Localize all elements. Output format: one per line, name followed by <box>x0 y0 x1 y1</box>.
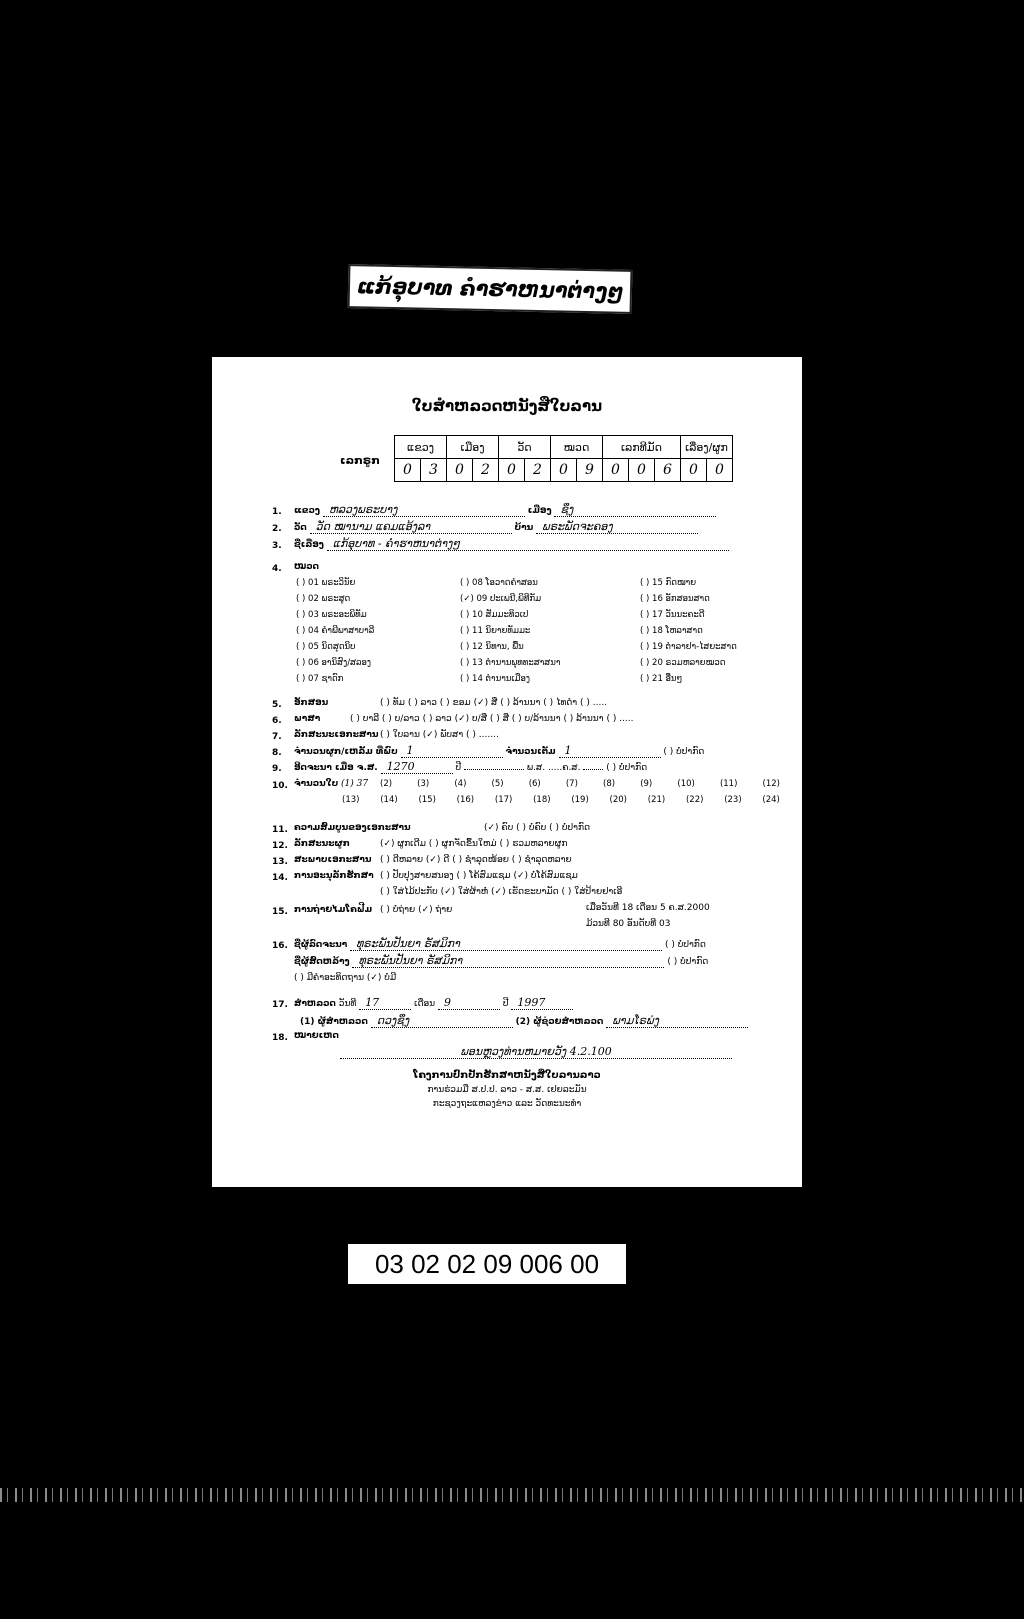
code-digit: 0 <box>551 459 577 482</box>
remarks-label: ໝາຍເຫດ <box>294 1031 339 1041</box>
category-option: ( ) 20 ຣວມຫລາຍໝວດ <box>640 658 726 668</box>
field-number: 10. <box>272 781 288 791</box>
category-option: ( ) 07 ຊາດົກ <box>296 674 344 684</box>
code-digit: 0 <box>395 459 421 482</box>
field-province: ແຂວງ ຫລວງພຣະບາງ ເມືອງ ຊຶງ <box>294 503 716 517</box>
field-number: 5. <box>272 700 282 710</box>
code-header: ເລກທີມັດ <box>603 436 681 459</box>
code-header: ແຂວງ <box>395 436 447 459</box>
category-option: ( ) 10 ສັມມະທິວເປ <box>460 610 529 620</box>
field-prayer: ( ) ມີຄຳອະທິດຖານ (✓) ບໍ່ມີ <box>294 973 397 983</box>
code-digit: 0 <box>499 459 525 482</box>
category-option: ( ) 19 ຕຳລາຢາ-ໄສຍະສາດ <box>640 642 737 652</box>
field-language: ພາສາ ( ) ບາລີ ( ) ບ/ລາວ ( ) ລາວ (✓) ບ/ສື ( ) ສື ( ) ບ/ລ້ານນາ ( ) ລ້ານນາ ( ) ..... <box>294 714 634 724</box>
remarks-value: ພອນຫຼວງທ່ານຫມາຍວັງ 4.2.100 <box>340 1045 732 1059</box>
field-number: 12. <box>272 841 288 851</box>
code-caption: ເລກຣູກ <box>340 454 380 467</box>
code-header: ເລື່ອງ/ຜູກ <box>681 436 733 459</box>
field-number: 11. <box>272 825 288 835</box>
code-digit: 0 <box>707 459 733 482</box>
field-number: 13. <box>272 857 288 867</box>
code-header: ໝວດ <box>551 436 603 459</box>
code-digit: 9 <box>577 459 603 482</box>
field-preservation: ການອະນຸລັກຮັກສາ ( ) ປັບປຸງສາຍສນອງ ( ) ໂຄ້ສົມແຊມ (✓) ບໍ່ໂຄ້ສົມແຊມ <box>294 871 578 881</box>
field-surveyors: (1) ຜູ້ສຳຫລວດ ດວງຊຶງ (2) ຜູ້ຊ່ວຍສຳຫລວດ ພາມໂຣພ່ງ <box>300 1014 748 1028</box>
temple-value: ວັດ ໝານາມ ແຄມແອ້ງລາ <box>310 520 512 534</box>
code-header: ເມືອງ <box>447 436 499 459</box>
field-date-written: ອີດຈະນາ ເມື່ອ ຈ.ສ. 1270 ປີ ພ.ສ. .....ຄ.ສ. ( ) ບໍ່ປາກົດ <box>294 760 648 773</box>
field-title: ຊື່ເລື່ອງ ແກ້ອຸບາທ - ຄຳຮາຫນາຕ່າງໆ <box>294 537 729 551</box>
field-number: 16. <box>272 941 288 951</box>
leaves-row-1: (2) (3) (4) (5) (6) (7) (8) (9) (10) (11) (12) <box>380 779 780 789</box>
field-completeness: ຄວາມສົມບູນຂອງເອກະສານ (✓) ຄົບ ( ) ບໍ່ຄົບ ( ) ບໍ່ປາກົດ <box>294 823 591 833</box>
form-title: ໃບສຳຫລວດຫນັງສືໃບລານ <box>411 397 603 415</box>
scan-noise-strip <box>0 1488 1024 1502</box>
field-number: 2. <box>272 524 282 534</box>
category-option: ( ) 12 ນິທານ, ພື້ນ <box>460 642 524 652</box>
code-digit: 0 <box>603 459 629 482</box>
category-option: ( ) 14 ຕຳນານເມືອງ <box>460 674 531 684</box>
field-preservation-2: ( ) ໃສ່ໄມ້ປະກັບ (✓) ໃສ່ຜ້າຫໍ່ (✓) ເຮັດຂະບາມັດ ( ) ໃສ່ປ້າຍຢາເອີ <box>380 887 623 897</box>
survey-form-sheet <box>212 357 802 1187</box>
category-option: ( ) 11 ນິຍາຍທັມມະ <box>460 626 531 636</box>
field-condition: ສະພາບເອກະສານ ( ) ດີຫລາຍ (✓) ດີ ( ) ຊຳລຸດໜ້ອຍ ( ) ຊຳລຸດຫລາຍ <box>294 855 572 865</box>
village-value: ພຣະພັດຈະຄອງ <box>536 520 698 534</box>
category-option: ( ) 16 ອັກສອນສາດ <box>640 594 710 604</box>
field-fascicles: ຈຳນວນຜູກ/ເຫລັ້ມ ທີ່ພົບ 1 ຈຳນວນເຕັມ 1 ( ) ບໍ່ປາກົດ <box>294 744 705 757</box>
province-value: ຫລວງພຣະບາງ <box>323 503 525 517</box>
field-copyist: ຊື່ຜູ້ສົດຫລ້າງ ທຸຣະພັນປັນຍາ ຣັສມິກາ ( ) ບໍ່ປາກົດ <box>294 954 709 967</box>
field-number: 9. <box>272 764 282 774</box>
category-option: ( ) 18 ໂຫລາສາດ <box>640 626 703 636</box>
code-digit: 2 <box>525 459 551 482</box>
code-digit: 0 <box>681 459 707 482</box>
field-number: 17. <box>272 1000 288 1010</box>
code-digit: 6 <box>655 459 681 482</box>
microfilm-date: ເມື່ອວັນທີ 18 ເດືອນ 5 ຄ.ສ.2000 <box>586 903 710 913</box>
field-leaves: ຈຳນວນໃບ (1) 37 <box>294 779 369 789</box>
leaves-row-2: (13) (14) (15) (16) (17) (18) (19) (20) (21) (22) (23) (24) <box>342 795 780 805</box>
microfilm-roll: ມ້ວນທີ 80 ອັນດັບທີ 03 <box>586 919 671 929</box>
category-option: ( ) 06 ອານິສົງ/ສລອງ <box>296 658 372 668</box>
document-title-label: ແກ້ອຸບາທ ຄຳຮາຫນາຕ່າງໆ <box>348 264 633 314</box>
field-binding: ລັກສະນະຜູກ (✓) ຜູກເດີມ ( ) ຜູກຈັດຂຶ້ນໃຫມ່ ( ) ຮວມຫລາຍຜູກ <box>294 839 568 849</box>
code-digit: 0 <box>447 459 473 482</box>
district-value: ຊຶງ <box>554 503 716 517</box>
code-digit: 0 <box>629 459 655 482</box>
field-number: 7. <box>272 732 282 742</box>
code-table <box>394 435 733 482</box>
category-option: ( ) 02 ພຣະສູດ <box>296 594 351 604</box>
field-number: 3. <box>272 541 282 551</box>
category-option: ( ) 04 ຄຳພີພາສາບາລີ <box>296 626 375 636</box>
category-option: ( ) 13 ຕຳນານພຸທທະສາສນາ <box>460 658 561 668</box>
field-temple: ວັດ ວັດ ໝານາມ ແຄມແອ້ງລາ ບ້ານ ພຣະພັດຈະຄອງ <box>294 520 698 534</box>
title-value: ແກ້ອຸບາທ - ຄຳຮາຫນາຕ່າງໆ <box>327 537 729 551</box>
category-option: ( ) 05 ນິດສຸດນິບ <box>296 642 356 652</box>
category-option: ( ) 15 ກົດໝາຍ <box>640 578 697 588</box>
field-number: 1. <box>272 507 282 517</box>
category-option: ( ) 21 ອື່ນໆ <box>640 674 683 684</box>
field-script: ອັກສອນ ( ) ທັມ ( ) ລາວ ( ) ຂອມ (✓) ສື ( ) ລ້ານນາ ( ) ໄທດຳ ( ) ..... <box>294 698 608 708</box>
organization-footer: ໂຄງການປົກປັກຮັກສາຫນັງສືໃບລານລາວ ການຮ່ວມມື ສ.ປ.ປ. ລາວ - ສ.ສ. ເຢຍລະມັນ ກະຊວງຖະແຫລງຂ່າວ ແລະ ວັດທະນະທຳ <box>413 1070 601 1109</box>
code-digit: 3 <box>421 459 447 482</box>
field-number: 15. <box>272 907 288 917</box>
manuscript-code-label: 03 02 02 09 006 00 <box>348 1244 626 1284</box>
code-digit: 2 <box>473 459 499 482</box>
field-material: ລັກສະນະເອກະສານ ( ) ໃບລານ (✓) ພັບສາ ( ) ....... <box>294 730 499 740</box>
category-label: ໝວດ <box>294 562 320 572</box>
field-microfilm: ການຖ່າຍໄມໂຄຟີມ ( ) ບໍ່ຖ່າຍ (✓) ຖ່າຍ <box>294 905 453 915</box>
code-header: ວັດ <box>499 436 551 459</box>
category-option: (✓) 09 ປະເພນີ,ພິທີກັມ <box>460 594 542 604</box>
category-option: ( ) 03 ພຣະອະພິທັມ <box>296 610 367 620</box>
field-number: 4. <box>272 564 282 574</box>
field-author: ຊື່ຜູ້ລົດຈະນາ ທຸຣະພັນປັນຍາ ຣັສມິກາ ( ) ບໍ່ປາກົດ <box>294 937 706 950</box>
field-number: 6. <box>272 716 282 726</box>
category-option: ( ) 01 ພຣະວິນັຍ <box>296 578 356 588</box>
field-number: 18. <box>272 1033 288 1043</box>
category-option: ( ) 17 ວັນນະຄະດີ <box>640 610 705 620</box>
field-survey-date: ສຳຫລວດ ວັນທີ 17 ເດືອນ 9 ປີ 1997 <box>294 996 573 1010</box>
category-option: ( ) 08 ໂອວາດຄຳສອນ <box>460 578 538 588</box>
field-number: 8. <box>272 748 282 758</box>
field-number: 14. <box>272 873 288 883</box>
